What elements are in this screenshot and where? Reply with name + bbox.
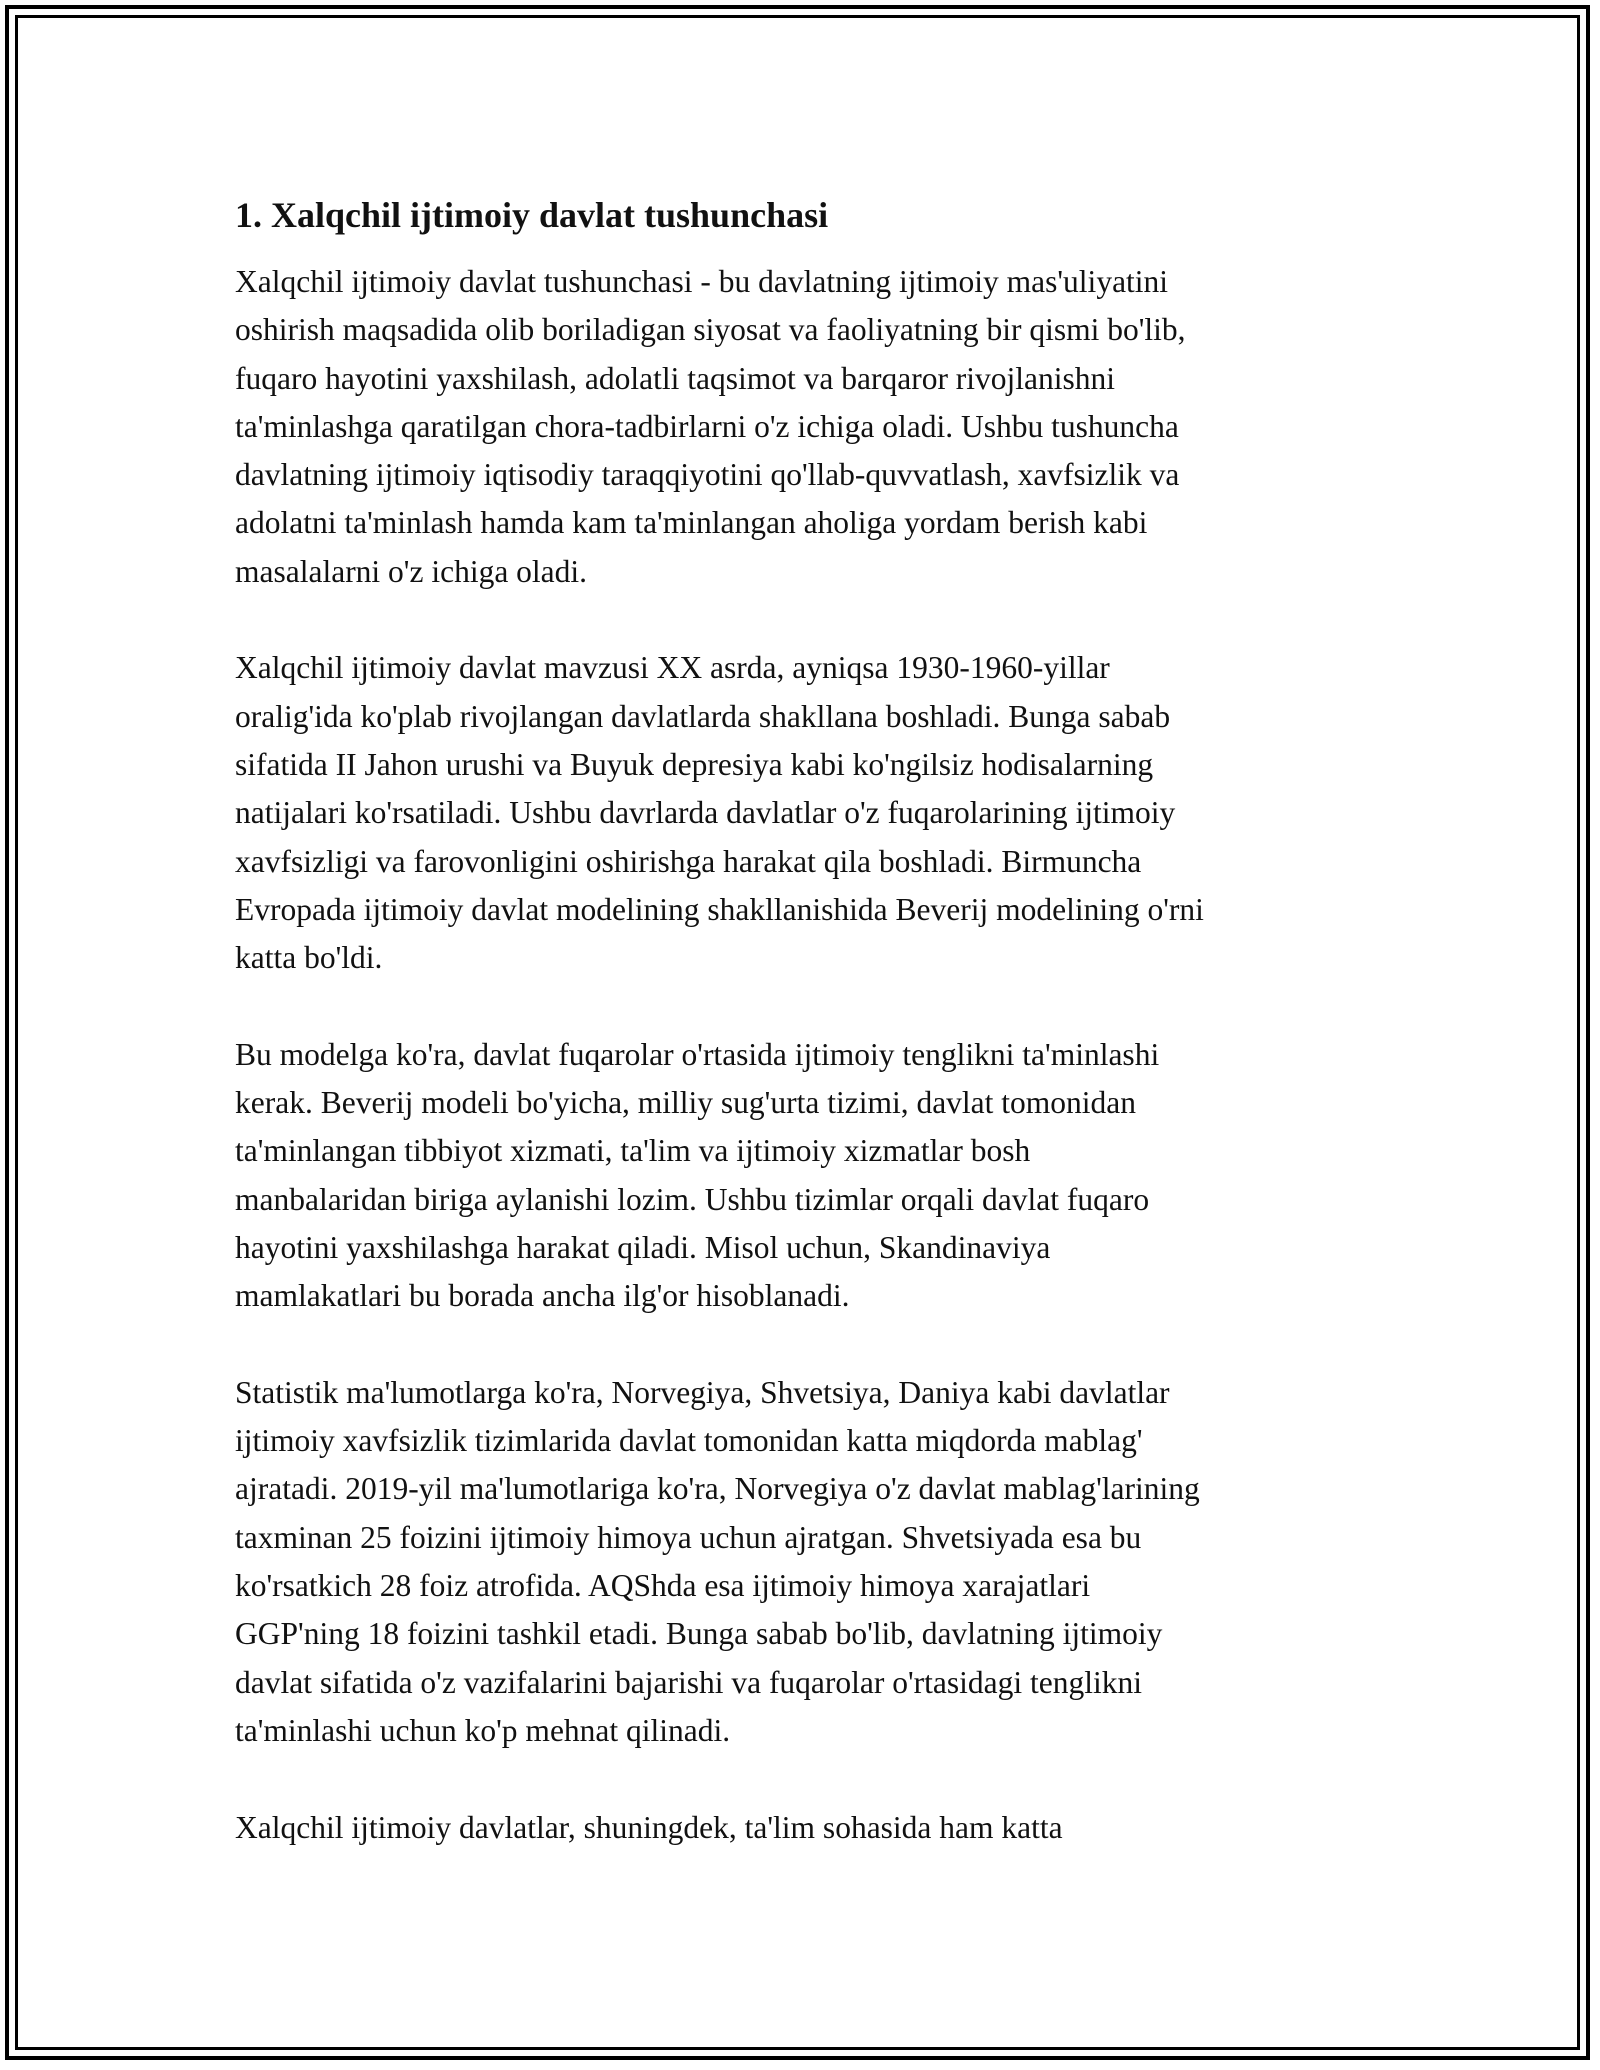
paragraph-line: davlatning ijtimoiy iqtisodiy taraqqiyotini qo'llab-quvvatlash, xavfsizlik va <box>235 457 1180 493</box>
paragraph-line: Evropada ijtimoiy davlat modelining shakllanishida Beverij modelining o'rni <box>235 891 1204 927</box>
paragraph <box>235 1031 1375 1321</box>
paragraph-line: davlat sifatida o'z vazifalarini bajarishi va fuqarolar o'rtasidagi tenglikni <box>235 1664 1143 1700</box>
paragraph-line: oralig'ida ko'plab rivojlangan davlatlarda shakllana boshladi. Bunga sabab <box>235 698 1171 734</box>
paragraph-line: GGP'ning 18 foizini tashkil etadi. Bunga sabab bo'lib, davlatning ijtimoiy <box>235 1616 1163 1652</box>
paragraph-line: kerak. Beverij modeli bo'yicha, milliy sug'urta tizimi, davlat tomonidan <box>235 1085 1137 1121</box>
paragraph-line: ajratadi. 2019-yil ma'lumotlariga ko'ra, Norvegiya o'z davlat mablag'larining <box>235 1471 1200 1507</box>
paragraph-line: ta'minlashi uchun ko'p mehnat qilinadi. <box>235 1712 731 1748</box>
paragraph-list <box>235 258 1375 1852</box>
paragraph <box>235 1804 1375 1852</box>
document-body <box>235 188 1375 1900</box>
paragraph-line: manbalaridan biriga aylanishi lozim. Ushbu tizimlar orqali davlat fuqaro <box>235 1181 1150 1217</box>
paragraph-line: hayotini yaxshilashga harakat qiladi. Misol uchun, Skandinaviya <box>235 1229 1051 1265</box>
paragraph-line: sifatida II Jahon urushi va Buyuk depresiya kabi ko'ngilsiz hodisalarning <box>235 746 1154 782</box>
paragraph <box>235 1369 1375 1755</box>
paragraph-line: adolatni ta'minlash hamda kam ta'minlangan aholiga yordam berish kabi <box>235 505 1148 541</box>
paragraph <box>235 258 1375 596</box>
paragraph-line: katta bo'ldi. <box>235 940 383 976</box>
paragraph-line: taxminan 25 foizini ijtimoiy himoya uchun ajratgan. Shvetsiyada esa bu <box>235 1519 1142 1555</box>
paragraph-line: ta'minlangan tibbiyot xizmati, ta'lim va ijtimoiy xizmatlar bosh <box>235 1133 1031 1169</box>
paragraph-line: Statistik ma'lumotlarga ko'ra, Norvegiya, Shvetsiya, Daniya kabi davlatlar <box>235 1374 1170 1410</box>
paragraph-line: ijtimoiy xavfsizlik tizimlarida davlat tomonidan katta miqdorda mablag' <box>235 1423 1143 1459</box>
paragraph-line: mamlakatlari bu borada ancha ilg'or hisoblanadi. <box>235 1278 850 1314</box>
paragraph-line: Bu modelga ko'ra, davlat fuqarolar o'rtasida ijtimoiy tenglikni ta'minlashi <box>235 1036 1160 1072</box>
paragraph-line: Xalqchil ijtimoiy davlatlar, shuningdek, ta'lim sohasida ham katta <box>235 1809 1063 1845</box>
paragraph-line: Xalqchil ijtimoiy davlat mavzusi XX asrda, ayniqsa 1930-1960-yillar <box>235 650 1110 686</box>
paragraph-line: oshirish maqsadida olib boriladigan siyosat va faoliyatning bir qismi bo'lib, <box>235 312 1186 348</box>
paragraph-line: ta'minlashga qaratilgan chora-tadbirlarni o'z ichiga oladi. Ushbu tushuncha <box>235 408 1179 444</box>
paragraph-line: ko'rsatkich 28 foiz atrofida. AQShda esa ijtimoiy himoya xarajatlari <box>235 1568 1091 1604</box>
paragraph-line: Xalqchil ijtimoiy davlat tushunchasi - bu davlatning ijtimoiy mas'uliyatini <box>235 264 1169 299</box>
section-heading: 1. Xalqchil ijtimoiy davlat tushunchasi <box>235 195 829 235</box>
paragraph-line: xavfsizligi va farovonligini oshirishga harakat qila boshladi. Birmuncha <box>235 843 1142 879</box>
paragraph-line: masalalarni o'z ichiga oladi. <box>235 553 588 589</box>
paragraph-line: fuqaro hayotini yaxshilash, adolatli taqsimot va barqaror rivojlanishni <box>235 360 1116 396</box>
paragraph <box>235 644 1375 982</box>
paragraph-line: natijalari ko'rsatiladi. Ushbu davrlarda davlatlar o'z fuqarolarining ijtimoiy <box>235 795 1176 831</box>
